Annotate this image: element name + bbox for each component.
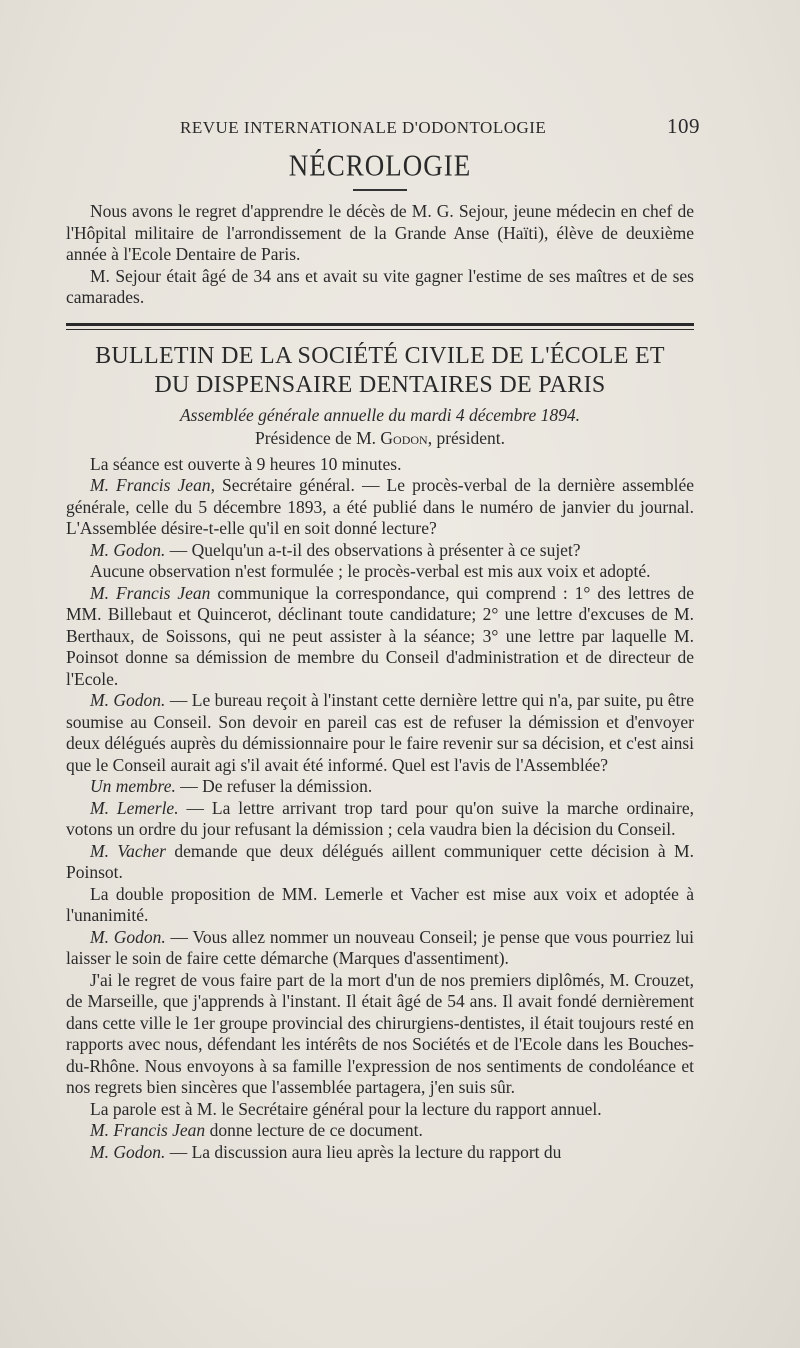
speaker-name: M. Godon. [90,539,166,560]
speaker-name: M. Lemerle. [90,797,179,818]
speaker-name: M. Vacher [90,840,166,861]
paragraph-text: J'ai le regret de vous faire part de la mort d'un de nos premiers diplômés, M. Crouzet, de Marseille, que j'apprends à l'instant. Il était âgé de 54 ans. Il avait fondé dernièrement dans cette ville le 1er groupe provincial des chirurgiens-dentistes, il était toujours resté en rapports avec nous, défendant les intérêts de nos Sociétés et de l'Ecole dans les Bouches-du-Rhône. Nous envoyons à sa famille l'expression de nos sentiments de condoléance et nos regrets bien sincères que l'assemblée partagera, j'en suis sûr. [66,969,694,1097]
president-name: Godon [380,427,428,448]
paragraph-text: La double proposition de MM. Lemerle et Vacher est mise aux voix et adoptée à l'unanimité. [66,883,694,925]
minutes-paragraph [66,583,694,691]
speaker-name: M. Godon. [90,1141,166,1162]
bulletin-heading-line-1: BULLETIN DE LA SOCIÉTÉ CIVILE DE L'ÉCOLE ET [95,342,665,369]
paragraph-text: — La lettre arrivant trop tard pour qu'on suive la marche ordinaire, votons un ordre du jour refusant la démission ; cela vaudra bien la décision du Conseil. [66,797,694,839]
minutes-paragraph [66,690,694,776]
necrologie-paragraph-2: M. Sejour était âgé de 34 ans et avait su vite gagner l'estime de ses maîtres et de ses camarades. [66,265,694,307]
necrologie-paragraph-1: Nous avons le regret d'apprendre le décès de M. G. Sejour, jeune médecin en chef de l'Hôpital militaire de l'arrondissement de la Grande Anse (Haïti), élève de deuxième année à l'Ecole Dentaire de Paris. [66,201,694,264]
journal-title: REVUE INTERNATIONALE D'ODONTOLOGIE [180,118,547,137]
paragraph-text: — Vous allez nommer un nouveau Conseil; je pense que vous pourriez lui laisser le soin de faire cette démarche (Marques d'assentiment). [66,926,695,968]
bulletin-heading [66,342,694,400]
minutes-paragraph [66,1120,694,1142]
minutes-paragraph [66,540,694,562]
speaker-name: M. Francis Jean, [90,475,215,495]
paragraph-text: — De refuser la démission. [175,776,373,796]
heading-rule [353,189,407,191]
presidence-line [66,426,694,450]
presidence-suffix: , président. [427,427,505,448]
speaker-name: M. Godon. [90,690,166,710]
section-divider [66,323,694,330]
minutes-paragraph [66,561,694,583]
paragraph-text: — Le bureau reçoit à l'instant cette dernière lettre qui n'a, par suite, pu être soumise au Conseil. Son devoir en pareil cas est de refuser la démission et d'envoyer deux délégués auprès du démissionnaire pour le faire revenir sur sa décision, et c'est ainsi que le Conseil aurait agi s'il avait été informé. Quel est l'avis de l'Assemblée? [66,690,694,775]
paragraph-text: La séance est ouverte à 9 heures 10 minutes. [90,453,402,474]
paragraph-text: demande que deux délégués aillent communiquer cette décision à M. Poinsot. [66,840,694,882]
speaker-name: M. Francis Jean [90,1120,206,1140]
page-content [66,147,695,1163]
page-number: 109 [667,114,700,138]
paragraph-text: La parole est à M. le Secrétaire général pour la lecture du rapport annuel. [90,1098,602,1119]
minutes-paragraph [66,1099,694,1121]
minutes-paragraph [66,1142,694,1164]
assembly-subtitle: Assemblée générale annuelle du mardi 4 décembre 1894. [179,404,581,425]
minutes-paragraph [66,927,694,970]
bulletin-heading-line-2: DU DISPENSAIRE DENTAIRES DE PARIS [154,371,606,398]
paragraph-text: Secrétaire général. — Le procès-verbal de la dernière assemblée générale, celle du 5 décembre 1893, a été publié dans le numéro de janvier du journal. L'Assemblée désire-t-elle qu'il en soit donné lecture? [66,475,694,538]
minutes-paragraph [66,970,694,1099]
minutes-paragraph [66,475,694,540]
minutes-paragraph [66,454,694,476]
speaker-name: M. Francis Jean [90,582,211,603]
running-header [180,114,700,142]
paragraph-text: — Quelqu'un a-t-il des observations à présenter à ce sujet? [165,539,581,560]
speaker-name: Un membre. [90,776,176,796]
presidence-prefix: Présidence de M. [255,427,381,448]
paragraph-text: Aucune observation n'est formulée ; le procès-verbal est mis aux voix et adopté. [90,561,651,581]
minutes-paragraph [66,798,694,841]
minutes-paragraph [66,841,694,884]
paragraph-text: — La discussion aura lieu après la lecture du rapport du [165,1141,562,1162]
meeting-minutes [66,454,694,1164]
minutes-paragraph [66,884,694,927]
necrologie-heading: NÉCROLOGIE [288,147,472,183]
speaker-name: M. Godon. [90,926,166,947]
paragraph-text: communique la correspondance, qui comprend : 1° des lettres de MM. Billebaut et Quincerot, déclinant toute candidature; 2° une lettre d'excuses de M. Berthaux, de Soissons, qui ne peut assister à la séance; 3° une lettre par laquelle M. Poinsot donne sa démission de membre du Conseil d'administration et de directeur de l'Ecole. [66,582,694,689]
minutes-paragraph [66,776,694,798]
paragraph-text: donne lecture de ce document. [205,1120,423,1140]
